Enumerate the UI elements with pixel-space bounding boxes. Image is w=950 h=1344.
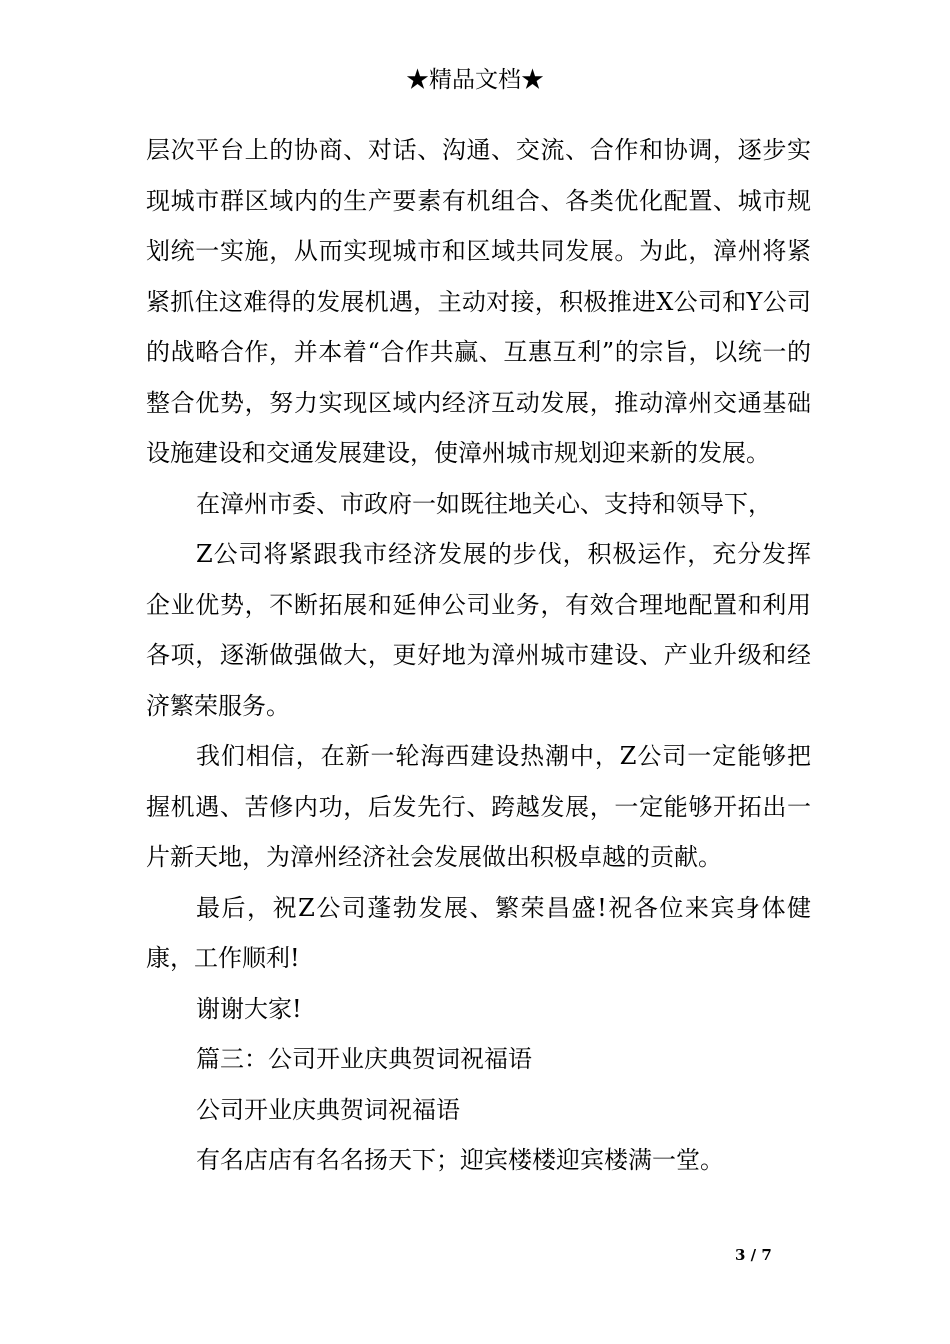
section-subtitle: 公司开业庆典贺词祝福语 xyxy=(196,1095,460,1124)
couplet-line: 有名店店有名名扬天下；迎宾楼楼迎宾楼满一堂。 xyxy=(196,1146,724,1174)
paragraph-belief: 我们相信，在新一轮海西建设热潮中，Z公司一定能够把握机遇、苦修内功，后发先行、跨越发展，一定能够开拓出一片新天地，为漳州经济社会发展做出积极卓越的贡献。 xyxy=(146,742,811,871)
section-heading: 篇三：公司开业庆典贺词祝福语 xyxy=(196,1045,532,1073)
header-title: ★精品文档★ xyxy=(406,67,544,93)
page-header xyxy=(0,64,950,96)
paragraph-wishes: 最后，祝Z公司蓬勃发展、繁荣昌盛!祝各位来宾身体健康，工作顺利! xyxy=(146,893,811,972)
document-body xyxy=(146,125,811,1186)
page-number xyxy=(735,1245,772,1265)
page-number-label: 3 / 7 xyxy=(735,1246,772,1264)
paragraph-support: 在漳州市委、市政府一如既往地关心、支持和领导下， xyxy=(196,489,772,518)
paragraph-company-plan: Z公司将紧跟我市经济发展的步伐，积极运作，充分发挥企业优势，不断拓展和延伸公司业务，有效合理地配置和利用各项，逐渐做强做大，更好地为漳州城市建设、产业升级和经济繁荣服务。 xyxy=(146,540,811,720)
paragraph-thanks: 谢谢大家! xyxy=(196,994,302,1023)
paragraph-continuation: 层次平台上的协商、对话、沟通、交流、合作和协调，逐步实现城市群区域内的生产要素有机组合、各类优化配置、城市规划统一实施，从而实现城市和区域共同发展。为此，漳州将紧紧抓住这难得的发展机遇，主动对接，积极推进X公司和Y公司的战略合作，并本着“合作共赢、互惠互利”的宗旨，以统一的整合优势，努力实现区域内经济互动发展，推动漳州交通基础设施建设和交通发展建设，使漳州城市规划迎来新的发展。 xyxy=(146,136,811,467)
